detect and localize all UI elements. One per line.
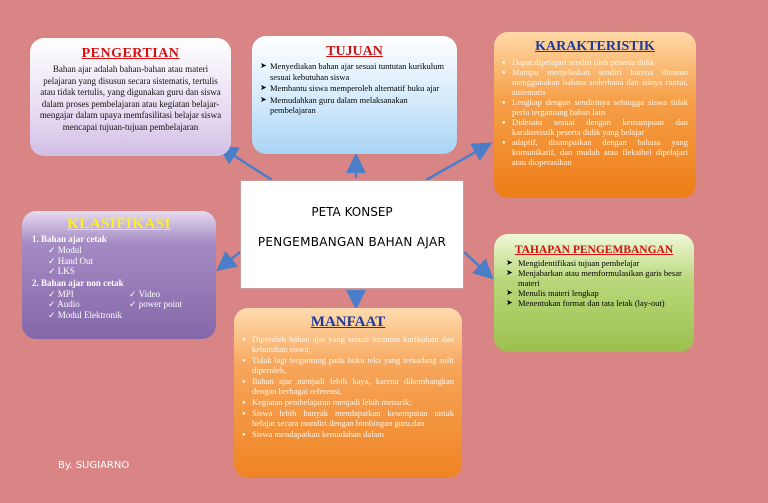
tahapan-box	[494, 234, 694, 352]
karakteristik-title: KARAKTERISTIK	[535, 39, 655, 54]
tujuan-item: ➤ Menyediakan bahan ajar sesuai tuntutan kurikulum sesuai kebutuhan siswa	[260, 61, 451, 82]
tahapan-title: TAHAPAN PENGEMBANGAN	[514, 244, 674, 256]
manfaat-item: ● Kegiatan pembelajaran menjadi lebih menarik;	[242, 397, 454, 407]
pengertian-box	[30, 38, 231, 156]
klasifikasi-item: ✓ MPI	[32, 289, 125, 300]
central-title-line1: PETA KONSEP	[311, 205, 393, 219]
karakteristik-item: ● Mampu menjelaskan sendiri karena disusun menggunakan bahasa sederhana dan isinya runtut, sistematis	[502, 67, 688, 97]
klasifikasi-item: ✓ Video	[125, 289, 206, 300]
karakteristik-item: ● adaptif, disampaikan dengan bahasa yang komunikatif, dan mudah atau fleksibel dipelajari atau dioperasikan	[502, 137, 688, 167]
pengertian-text: Bahan ajar adalah bahan-bahan atau materi pelajaran yang disusun secara sistematis, tertulis atau tidak tertulis, yang digunakan guru dan siswa dalam proses pembelajaran atau kegiatan belajar-mengajar dalam upaya memfasilitasi belajar siswa mencapai tujuan-tujuan pembelajaran	[39, 64, 222, 132]
karakteristik-item: ● Dapat dipelajari sendiri oleh peserta didik	[502, 57, 688, 67]
arrow-to-tahapan	[464, 252, 490, 276]
manfaat-item: ● Tidak lagi tergantung pada buku teks yang terkadang sulit diperoleh,	[242, 355, 454, 375]
karakteristik-box	[494, 32, 696, 198]
klasifikasi-group-cetak: 1. Bahan ajar cetak	[32, 234, 107, 244]
tujuan-item: ➤ Membantu siswa memperoleh alternatif buku ajar	[260, 83, 451, 94]
tujuan-title: TUJUAN	[326, 44, 383, 59]
manfaat-item: ● Siswa lebih banyak mendapatkan kesempatan untuk belajar secara mandiri dengan bimbingan guru,dan	[242, 408, 454, 428]
arrow-to-klasifikasi	[220, 252, 240, 268]
manfaat-title: MANFAAT	[310, 314, 386, 330]
manfaat-item: ● Bahan ajar menjadi lebih kaya, karena dikembangkan dengan berbagai referensi,	[242, 376, 454, 396]
klasifikasi-group-noncetak: 2. Bahan ajar non cetak	[32, 277, 124, 288]
pengertian-title: PENGERTIAN	[81, 46, 180, 61]
klasifikasi-item: ✓ Modul Elektronik	[32, 310, 206, 321]
klasifikasi-title: KLASIFIKASI	[67, 216, 171, 232]
central-title-line2: PENGEMBANGAN BAHAN AJAR	[257, 235, 447, 249]
klasifikasi-item: ✓ LKS	[32, 266, 206, 277]
tahapan-item: ➤ Menjabarkan atau memformulasikan garis besar materi	[506, 268, 686, 288]
karakteristik-item: ● Lengkap dengan sendirinya sehingga siswa tidak perlu tergantung bahan lain	[502, 97, 688, 117]
tahapan-item: ➤ Menentukan format dan tata letak (lay-out)	[506, 298, 686, 308]
manfaat-item: ● Siswa mendapatkan kemudahan dalam	[242, 429, 454, 439]
tujuan-list	[258, 61, 451, 116]
klasifikasi-item: ✓ power point	[125, 299, 206, 310]
karakteristik-list	[502, 57, 688, 167]
tujuan-item: ➤ Memudahkan guru dalam melaksanakan pembelajaran	[260, 95, 451, 116]
klasifikasi-box	[22, 211, 216, 339]
klasifikasi-item: ✓ Hand Out	[32, 256, 206, 267]
central-concept-box	[240, 180, 464, 289]
tahapan-item: ➤ Mengidentifikasi tujuan pembelajar	[506, 258, 686, 268]
author-credit: By. SUGIARNO	[58, 460, 130, 471]
tahapan-item: ➤ Menulis materi lengkap	[506, 288, 686, 298]
klasifikasi-item: ✓ Modul	[32, 245, 206, 256]
tahapan-list	[502, 258, 686, 308]
tujuan-box	[252, 36, 457, 154]
manfaat-list	[242, 334, 454, 439]
klasifikasi-item: ✓ Audio	[32, 299, 125, 310]
karakteristik-item: ● Didesain sesuai dengan kemampuan dan karakteristik peserta didik yang belajar	[502, 117, 688, 137]
manfaat-item: ● Diperoleh bahan ajar yang sesuai tuntutan kurikulum dan kebutuhan siswa;	[242, 334, 454, 354]
manfaat-box	[234, 308, 462, 478]
